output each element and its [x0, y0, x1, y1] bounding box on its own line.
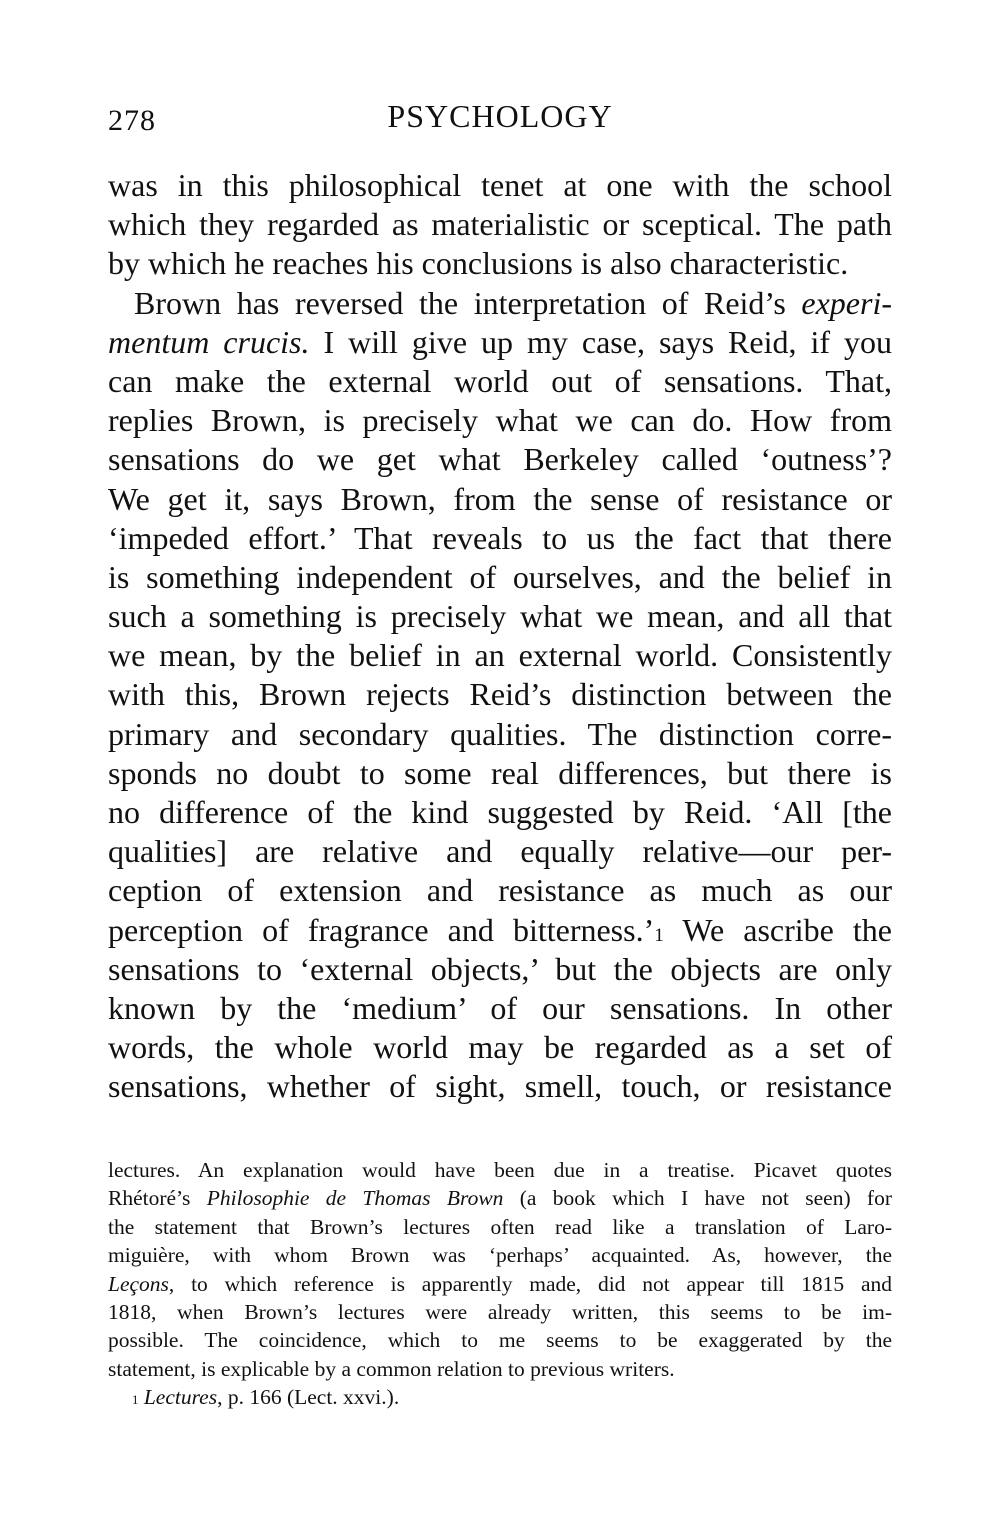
italic-term: mentum crucis.	[108, 323, 310, 360]
footnote-line: Rhétoré’s Philosophie de Thomas Brown (a book which I have not seen) for	[108, 1186, 893, 1211]
text-line: was in this philosophical tenet at one with the school	[108, 167, 892, 203]
text-line: sensations do we get what Berkeley called ‘outness’?	[108, 441, 892, 478]
text-line: is something independent of ourselves, and the belief in	[108, 558, 892, 595]
text-line: we mean, by the belief in an external world. Consistently	[108, 637, 892, 674]
page-number: 278	[108, 104, 156, 137]
text-line: by which he reaches his conclusions is also characteristic.	[108, 245, 849, 282]
text-line: which they regarded as materialistic or sceptical. The path	[108, 206, 892, 243]
footnote-marker: 1	[132, 1393, 139, 1408]
footnote-line: Leçons, to which reference is apparently made, did not appear till 1815 and	[108, 1271, 892, 1296]
footnote-line: lectures. An explanation would have been due in a treatise. Picavet quotes	[108, 1158, 892, 1182]
text-line: can make the external world out of sensations. That,	[108, 362, 892, 399]
text-line: mentum crucis. I will give up my case, says Reid, if you	[108, 323, 893, 360]
running-head: PSYCHOLOGY	[387, 98, 613, 134]
text-line: ‘impeded effort.’ That reveals to us the fact that there	[108, 519, 892, 556]
text-line: no difference of the kind suggested by Reid. ‘All [the	[108, 794, 892, 830]
text-line: We get it, says Brown, from the sense of resistance or	[108, 480, 892, 517]
footnote-1: $^1$ Lectures, p. 166 (Lect. xxvi.).	[132, 1385, 400, 1410]
italic-title: Philosophie de Thomas Brown	[206, 1186, 504, 1211]
italic-title: Leçons	[108, 1271, 169, 1296]
text-line: with this, Brown rejects Reid’s distinction between the	[108, 676, 892, 713]
text-line: sensations, whether of sight, smell, touch, or resistance	[108, 1068, 892, 1105]
footnotes	[108, 1156, 892, 1412]
body-text	[108, 166, 892, 1107]
text-line: perception of fragrance and bitterness.’$^1$ We ascribe the	[108, 911, 893, 948]
footnote-ref[interactable]: 1	[654, 924, 664, 946]
page-header	[108, 98, 892, 138]
paragraph-start: Brown has reversed the interpretation of Reid’s experi-	[134, 284, 892, 321]
footnote-line: 1818, when Brown’s lectures were already written, this seems to be im-	[108, 1299, 892, 1324]
italic-term: experi-	[801, 284, 892, 321]
text-line: sponds no doubt to some real differences, but there is	[108, 754, 892, 791]
footnote-line: the statement that Brown’s lectures often read like a translation of Laro-	[108, 1214, 892, 1239]
text-line: words, the whole world may be regarded as a set of	[108, 1029, 892, 1066]
text-line: such a something is precisely what we mean, and all that	[108, 598, 892, 635]
italic-title: Lectures	[143, 1385, 218, 1410]
text-line: sensations to ‘external objects,’ but the objects are only	[108, 950, 892, 987]
text-line: replies Brown, is precisely what we can do. How from	[108, 402, 892, 439]
footnote-line: possible. The coincidence, which to me seems to be exaggerated by the	[108, 1328, 892, 1353]
text-line: primary and secondary qualities. The distinction corre-	[108, 715, 892, 752]
footnote-line: statement, is explicable by a common relation to previous writers.	[108, 1356, 675, 1381]
text-line: ception of extension and resistance as much as our	[108, 872, 892, 909]
text-line: known by the ‘medium’ of our sensations. In other	[108, 989, 892, 1026]
footnote-line: miguière, with whom Brown was ‘perhaps’ acquainted. As, however, the	[108, 1243, 892, 1268]
text-line: qualities] are relative and equally relative—our per-	[108, 833, 892, 870]
